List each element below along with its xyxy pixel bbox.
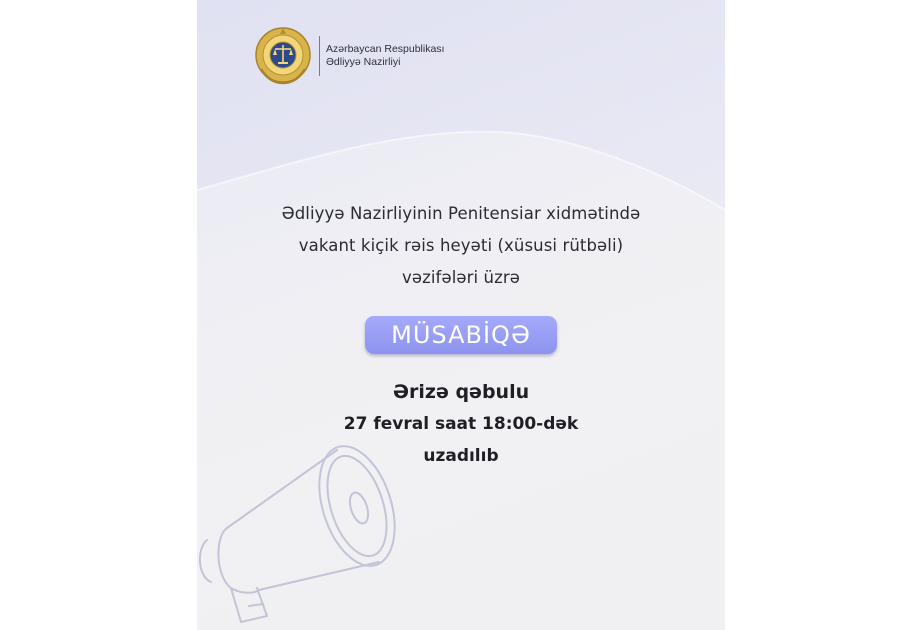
details-line1: Ərizə qəbulu — [392, 381, 530, 403]
ministry-emblem-icon — [253, 25, 313, 87]
megaphone-icon — [197, 436, 417, 630]
logo-divider — [319, 36, 320, 76]
announcement-poster — [197, 0, 725, 630]
details-line2: 27 fevral saat 18:00-dək — [343, 414, 579, 434]
headline-line2: vakant kiçik rəis heyəti (xüsusi rütbəli) — [298, 236, 624, 255]
ministry-logo — [253, 24, 444, 88]
headline-line1: Ədliyyə Nazirliyinin Penitensiar xidmətində — [281, 204, 641, 223]
competition-badge: MÜSABİQƏ — [365, 316, 557, 354]
headline-line3: vəzifələri üzrə — [401, 268, 521, 287]
ministry-name — [326, 43, 444, 69]
headline — [197, 198, 725, 294]
details-line3: uzadılıb — [423, 446, 499, 466]
ministry-name-line1: Azərbaycan Respublikası — [326, 43, 445, 55]
ministry-name-line2: Ədliyyə Nazirliyi — [326, 56, 401, 68]
